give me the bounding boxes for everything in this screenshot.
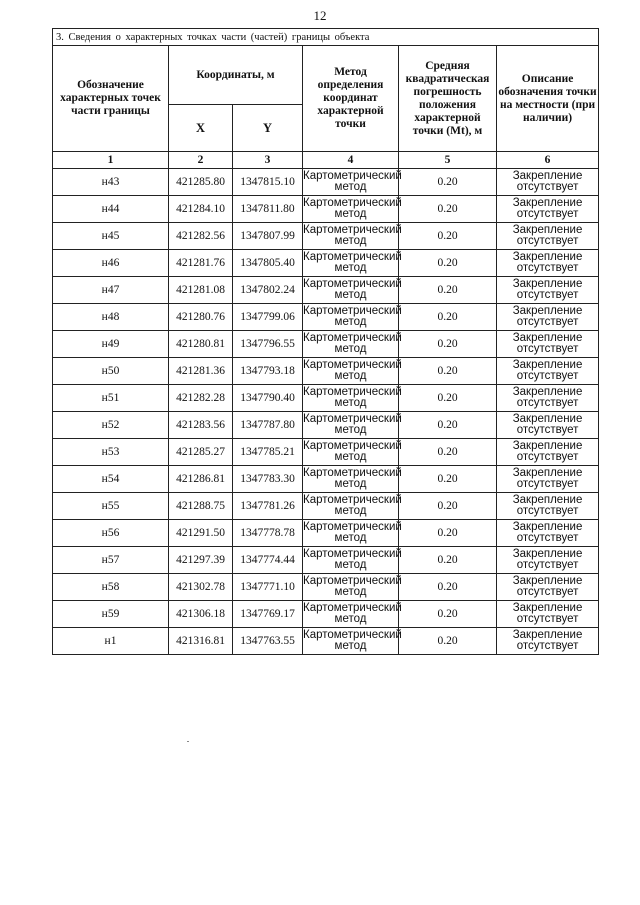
point-cell: н59 xyxy=(53,601,169,628)
x-coordinate-cell: 421281.08 xyxy=(169,277,233,304)
method-cell: Картометрический метод xyxy=(303,493,399,520)
accuracy-cell: 0.20 xyxy=(399,601,497,628)
table-row xyxy=(53,304,599,331)
description-cell: Закрепление отсутствует xyxy=(497,520,599,547)
y-coordinate-cell: 1347771.10 xyxy=(233,574,303,601)
y-coordinate-cell: 1347769.17 xyxy=(233,601,303,628)
x-coordinate-cell: 421286.81 xyxy=(169,466,233,493)
y-coordinate-cell: 1347763.55 xyxy=(233,628,303,655)
x-coordinate-cell: 421291.50 xyxy=(169,520,233,547)
accuracy-cell: 0.20 xyxy=(399,628,497,655)
point-cell: н58 xyxy=(53,574,169,601)
y-coordinate-cell: 1347805.40 xyxy=(233,250,303,277)
point-cell: н51 xyxy=(53,385,169,412)
method-cell: Картометрический метод xyxy=(303,385,399,412)
point-cell: н55 xyxy=(53,493,169,520)
description-cell: Закрепление отсутствует xyxy=(497,250,599,277)
y-coordinate-cell: 1347802.24 xyxy=(233,277,303,304)
x-coordinate-cell: 421281.36 xyxy=(169,358,233,385)
header-accuracy: Средняя квадратическая погрешность положения характерной точки (Mt), м xyxy=(399,46,497,152)
table-row xyxy=(53,574,599,601)
table-row xyxy=(53,331,599,358)
y-coordinate-cell: 1347781.26 xyxy=(233,493,303,520)
description-cell: Закрепление отсутствует xyxy=(497,304,599,331)
x-coordinate-cell: 421280.76 xyxy=(169,304,233,331)
method-cell: Картометрический метод xyxy=(303,223,399,250)
accuracy-cell: 0.20 xyxy=(399,250,497,277)
method-cell: Картометрический метод xyxy=(303,628,399,655)
y-coordinate-cell: 1347807.99 xyxy=(233,223,303,250)
x-coordinate-cell: 421282.56 xyxy=(169,223,233,250)
accuracy-cell: 0.20 xyxy=(399,331,497,358)
accuracy-cell: 0.20 xyxy=(399,466,497,493)
header-designation: Обозначение характерных точек части границы xyxy=(53,46,169,152)
description-cell: Закрепление отсутствует xyxy=(497,601,599,628)
accuracy-cell: 0.20 xyxy=(399,196,497,223)
table-row xyxy=(53,547,599,574)
table-row xyxy=(53,223,599,250)
table-row xyxy=(53,385,599,412)
description-cell: Закрепление отсутствует xyxy=(497,493,599,520)
description-cell: Закрепление отсутствует xyxy=(497,385,599,412)
point-cell: н43 xyxy=(53,169,169,196)
x-coordinate-cell: 421306.18 xyxy=(169,601,233,628)
x-coordinate-cell: 421288.75 xyxy=(169,493,233,520)
method-cell: Картометрический метод xyxy=(303,601,399,628)
column-number: 5 xyxy=(399,152,497,169)
header-method: Метод определения координат характерной точки xyxy=(303,46,399,152)
accuracy-cell: 0.20 xyxy=(399,520,497,547)
table-row xyxy=(53,628,599,655)
accuracy-cell: 0.20 xyxy=(399,304,497,331)
table-row xyxy=(53,169,599,196)
description-cell: Закрепление отсутствует xyxy=(497,277,599,304)
point-cell: н52 xyxy=(53,412,169,439)
description-cell: Закрепление отсутствует xyxy=(497,358,599,385)
method-cell: Картометрический метод xyxy=(303,331,399,358)
header-description: Описание обозначения точки на местности (при наличии) xyxy=(497,46,599,152)
description-cell: Закрепление отсутствует xyxy=(497,628,599,655)
stray-mark xyxy=(187,741,189,742)
y-coordinate-cell: 1347815.10 xyxy=(233,169,303,196)
y-coordinate-cell: 1347790.40 xyxy=(233,385,303,412)
table-row xyxy=(53,196,599,223)
method-cell: Картометрический метод xyxy=(303,547,399,574)
accuracy-cell: 0.20 xyxy=(399,358,497,385)
header-coordinates: Координаты, м xyxy=(169,46,303,105)
point-cell: н53 xyxy=(53,439,169,466)
accuracy-cell: 0.20 xyxy=(399,547,497,574)
accuracy-cell: 0.20 xyxy=(399,439,497,466)
table-row xyxy=(53,601,599,628)
point-cell: н46 xyxy=(53,250,169,277)
x-coordinate-cell: 421283.56 xyxy=(169,412,233,439)
point-cell: н1 xyxy=(53,628,169,655)
y-coordinate-cell: 1347785.21 xyxy=(233,439,303,466)
x-coordinate-cell: 421316.81 xyxy=(169,628,233,655)
accuracy-cell: 0.20 xyxy=(399,385,497,412)
x-coordinate-cell: 421280.81 xyxy=(169,331,233,358)
x-coordinate-cell: 421282.28 xyxy=(169,385,233,412)
accuracy-cell: 0.20 xyxy=(399,574,497,601)
table-row xyxy=(53,277,599,304)
point-cell: н45 xyxy=(53,223,169,250)
table-row xyxy=(53,493,599,520)
column-number: 2 xyxy=(169,152,233,169)
point-cell: н47 xyxy=(53,277,169,304)
method-cell: Картометрический метод xyxy=(303,304,399,331)
header-y: Y xyxy=(233,105,303,152)
page-number: 12 xyxy=(313,8,327,23)
boundary-points-table xyxy=(52,28,599,655)
description-cell: Закрепление отсутствует xyxy=(497,574,599,601)
table-row xyxy=(53,439,599,466)
point-cell: н54 xyxy=(53,466,169,493)
table-row xyxy=(53,358,599,385)
column-number-row xyxy=(53,152,599,169)
x-coordinate-cell: 421285.80 xyxy=(169,169,233,196)
y-coordinate-cell: 1347799.06 xyxy=(233,304,303,331)
x-coordinate-cell: 421284.10 xyxy=(169,196,233,223)
x-coordinate-cell: 421281.76 xyxy=(169,250,233,277)
method-cell: Картометрический метод xyxy=(303,466,399,493)
section-title: 3. Сведения о характерных точках части (частей) границы объекта xyxy=(53,29,599,46)
column-number: 6 xyxy=(497,152,599,169)
description-cell: Закрепление отсутствует xyxy=(497,169,599,196)
method-cell: Картометрический метод xyxy=(303,169,399,196)
method-cell: Картометрический метод xyxy=(303,196,399,223)
point-cell: н57 xyxy=(53,547,169,574)
accuracy-cell: 0.20 xyxy=(399,412,497,439)
description-cell: Закрепление отсутствует xyxy=(497,331,599,358)
column-number: 4 xyxy=(303,152,399,169)
accuracy-cell: 0.20 xyxy=(399,493,497,520)
point-cell: н56 xyxy=(53,520,169,547)
description-cell: Закрепление отсутствует xyxy=(497,196,599,223)
accuracy-cell: 0.20 xyxy=(399,223,497,250)
point-cell: н44 xyxy=(53,196,169,223)
method-cell: Картометрический метод xyxy=(303,412,399,439)
point-cell: н49 xyxy=(53,331,169,358)
method-cell: Картометрический метод xyxy=(303,574,399,601)
y-coordinate-cell: 1347774.44 xyxy=(233,547,303,574)
y-coordinate-cell: 1347796.55 xyxy=(233,331,303,358)
description-cell: Закрепление отсутствует xyxy=(497,466,599,493)
table-body xyxy=(53,169,599,655)
column-number: 3 xyxy=(233,152,303,169)
description-cell: Закрепление отсутствует xyxy=(497,547,599,574)
accuracy-cell: 0.20 xyxy=(399,277,497,304)
x-coordinate-cell: 421302.78 xyxy=(169,574,233,601)
method-cell: Картометрический метод xyxy=(303,520,399,547)
method-cell: Картометрический метод xyxy=(303,358,399,385)
y-coordinate-cell: 1347787.80 xyxy=(233,412,303,439)
method-cell: Картометрический метод xyxy=(303,277,399,304)
method-cell: Картометрический метод xyxy=(303,439,399,466)
y-coordinate-cell: 1347783.30 xyxy=(233,466,303,493)
table-row xyxy=(53,250,599,277)
point-cell: н48 xyxy=(53,304,169,331)
y-coordinate-cell: 1347778.78 xyxy=(233,520,303,547)
table-row xyxy=(53,466,599,493)
description-cell: Закрепление отсутствует xyxy=(497,412,599,439)
description-cell: Закрепление отсутствует xyxy=(497,223,599,250)
x-coordinate-cell: 421297.39 xyxy=(169,547,233,574)
description-cell: Закрепление отсутствует xyxy=(497,439,599,466)
point-cell: н50 xyxy=(53,358,169,385)
method-cell: Картометрический метод xyxy=(303,250,399,277)
accuracy-cell: 0.20 xyxy=(399,169,497,196)
y-coordinate-cell: 1347811.80 xyxy=(233,196,303,223)
y-coordinate-cell: 1347793.18 xyxy=(233,358,303,385)
table-row xyxy=(53,412,599,439)
x-coordinate-cell: 421285.27 xyxy=(169,439,233,466)
table-row xyxy=(53,520,599,547)
header-x: X xyxy=(169,105,233,152)
column-number: 1 xyxy=(53,152,169,169)
